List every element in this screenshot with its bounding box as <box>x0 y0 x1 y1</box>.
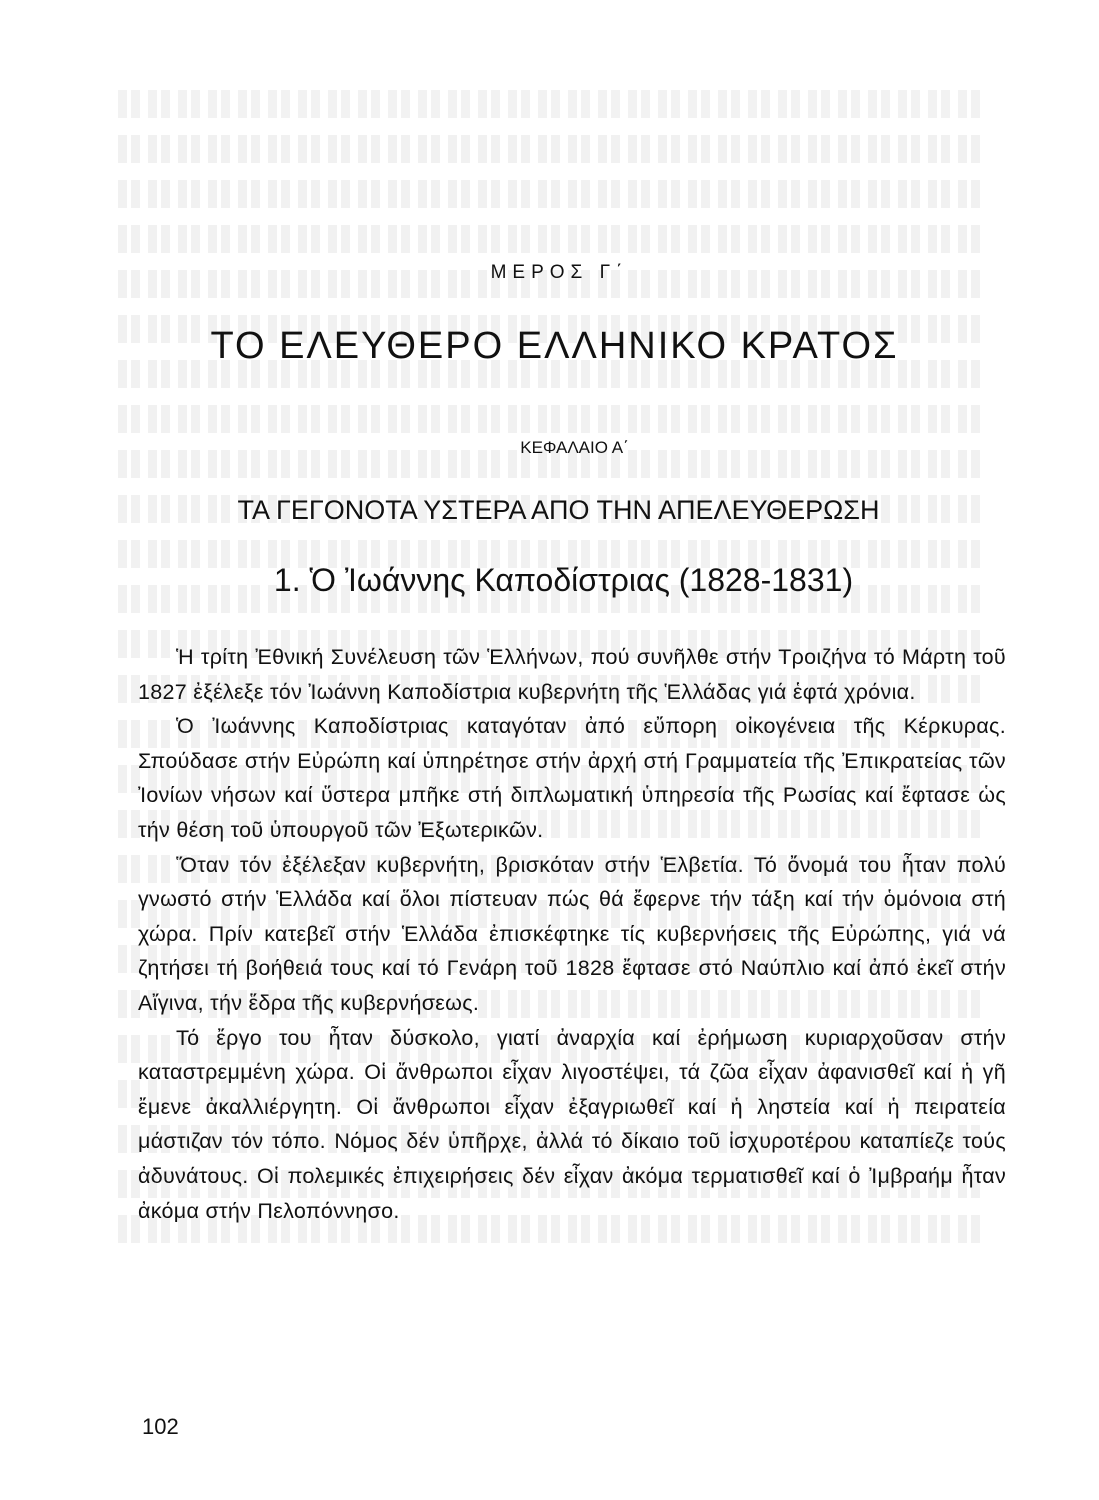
section-title: 1. Ὁ Ἰωάννης Καποδίστριας (1828-1831) <box>273 562 854 598</box>
chapter-title: ΤΑ ΓΕΓΟΝΟΤΑ ΥΣΤΕΡΑ ΑΠΟ ΤΗΝ ΑΠΕΛΕΥΘΕΡΩΣΗ <box>237 495 880 525</box>
body-text <box>138 640 1006 1228</box>
page-number: 102 <box>142 1414 179 1439</box>
chapter-label: ΚΕΦΑΛΑΙΟ Α΄ <box>520 438 629 457</box>
paragraph: Ἡ τρίτη Ἐθνική Συνέλευση τῶν Ἑλλήνων, πού συνῆλθε στήν Τροιζήνα τό Μάρτη τοῦ 1827 ἐξέλεξε τόν Ἰωάννη Καποδίστρια κυβερνήτη τῆς Ἑλλάδας γιά ἑφτά χρόνια. <box>138 645 1006 704</box>
paragraph: Ὁ Ἰωάννης Καποδίστριας καταγόταν ἀπό εὔπορη οἰκογένεια τῆς Κέρκυρας. Σπούδασε στήν Εὐρώπη καί ὑπηρέτησε στήν ἀρχή στή Γραμματεία τῆς Ἐπικρατείας τῶν Ἰονίων νήσων καί ὕστερα μπῆκε στή διπλωματική ὑπηρεσία τῆς Ρωσίας καί ἔφτασε ὡς τήν θέση τοῦ ὑπουργοῦ τῶν Ἐξωτερικῶν. <box>138 714 1006 842</box>
page-title: ΤΟ ΕΛΕΥΘΕΡΟ ΕΛΛΗΝΙΚΟ ΚΡΑΤΟΣ <box>210 325 899 367</box>
part-label: ΜΕΡΟΣ Γ΄ <box>490 262 629 283</box>
paragraph: Τό ἔργο του ἦταν δύσκολο, γιατί ἀναρχία καί ἐρήμωση κυριαρχοῦσαν στήν καταστρεμμένη χώρα. Οἱ ἄνθρωποι εἶχαν λιγοστέψει, τά ζῶα εἶχαν ἀφανισθεῖ καί ἡ γῆ ἔμενε ἀκαλλιέργητη. Οἱ ἄνθρωποι εἶχαν ἐξαγριωθεῖ καί ἡ ληστεία καί ἡ πειρατεία μάστιζαν τόν τόπο. Νόμος δέν ὑπῆρχε, ἀλλά τό δίκαιο τοῦ ἰσχυροτέρου καταπίεζε τούς ἀδυνάτους. Οἱ πολεμικές ἐπιχειρήσεις δέν εἶχαν ἀκόμα τερματισθεῖ καί ὁ Ἰμβραήμ ἦταν ἀκόμα στήν Πελοπόννησο. <box>138 1025 1006 1223</box>
paragraph: Ὅταν τόν ἐξέλεξαν κυβερνήτη, βρισκόταν στήν Ἑλβετία. Τό ὄνομά του ἦταν πολύ γνωστό στήν Ἑλλάδα καί ὅλοι πίστευαν πώς θά ἔφερνε τήν τάξη καί τήν ὁμόνοια στή χώρα. Πρίν κατεβεῖ στήν Ἑλλάδα ἐπισκέφτηκε τίς κυβερνήσεις τῆς Εὐρώπης, γιά νά ζητήσει τή βοήθειά τους καί τό Γενάρη τοῦ 1828 ἔφτασε στό Ναύπλιο καί ἀπό ἐκεῖ στήν Αἴγινα, τήν ἕδρα τῆς κυβερνήσεως. <box>138 852 1006 1015</box>
